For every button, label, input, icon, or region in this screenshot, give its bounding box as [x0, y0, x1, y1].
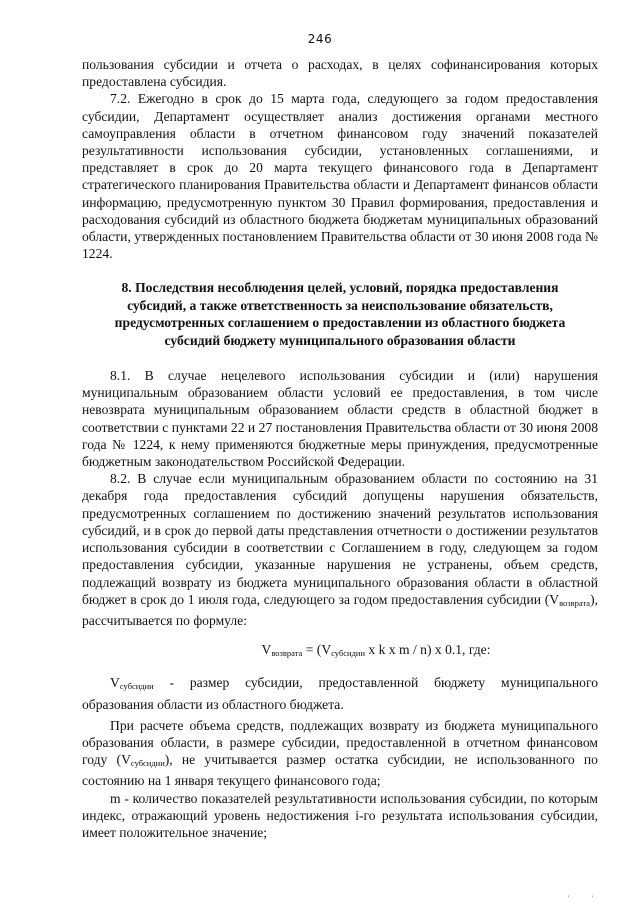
paragraph-7-2: 7.2. Ежегодно в срок до 15 марта года, следующего за годом предоставления субсидии, Департамент осуществляет анализ достижения органами местного самоуправления области в отчетном финансовом году значений показателей результативности использования субсидии, установленных соглашениями, и представляет в срок до 20 марта текущего финансового года в Департамент стратегического планирования Правительства области и Департамент финансов области информацию, предусмотренную пунктом 30 Правил формирования, предоставления и расходования субсидий из областного бюджета бюджетам муниципальных образований области, утвержденных постановлением Правительства области от 30 июня 2008 года № 1224. — [82, 91, 598, 262]
refund-formula — [82, 641, 598, 662]
paragraph-8-2-text-b: ), рассчитывается по формуле: — [82, 591, 598, 628]
calculation-note-text-a: При расчете объема средств, подлежащих возврату из бюджета муниципального образования области, в размере субсидии, предоставленной в отчетном финансовом году (V — [82, 717, 598, 768]
page-number: 246 — [307, 32, 333, 46]
definition-m: m - количество показателей результативности использования субсидии, по которым индекс, отражающий уровень недостижения i-го результата использования субсидии, имеет положительное значение; — [82, 790, 598, 840]
definition-v-symbol: V — [110, 675, 120, 691]
calculation-note-subscript: субсидии — [130, 758, 165, 769]
formula-lhs: V — [261, 642, 272, 658]
paragraph-calculation-note — [82, 717, 598, 790]
document-body — [82, 56, 598, 841]
formula-rest: x k x m / n) x 0.1, где: — [365, 642, 491, 658]
paragraph-8-2 — [82, 470, 598, 629]
paragraph-8-1: 8.1. В случае нецелевого использования субсидии и (или) нарушения муниципальным образованием области условий ее предоставления, в том числе невозврата муниципальным образованием области средств в областной бюджет в соответствии с пунктами 22 и 27 постановления Правительства области от 30 июня 2008 года № 1224, к нему применяются бюджетные меры принуждения, предусмотренные бюджетным законодательством Российской Федерации. — [82, 368, 598, 470]
section-8-heading: 8. Последствия несоблюдения целей, условий, порядка предоставления субсидий, а также ответственность за неиспользование обязательств, предусмотренных соглашением о предоставлении из областного бюджета субсидий бюджету муниципального образования области — [114, 280, 566, 348]
formula-mid: = (V — [302, 642, 332, 658]
formula-lhs-subscript: возврата — [271, 648, 303, 659]
calculation-note-text-b: ), не учитывается размер остатка субсидии, не использованного по состоянию на 1 января текущего финансового года; — [82, 752, 598, 789]
definition-v-subsidii — [82, 674, 598, 712]
scan-artifact-mark: ' ' — [568, 894, 603, 903]
definition-v-subscript: субсидии — [119, 681, 154, 692]
definition-v-text: - размер субсидии, предоставленной бюджету муниципального образования области из областного бюджета. — [82, 675, 598, 712]
paragraph-8-2-text-a: 8.2. В случае если муниципальным образованием области по состоянию на 31 декабря года предоставления субсидий допущены нарушения обязательств, предусмотренных соглашением по достижению значений результатов использования субсидий, и в срок до первой даты представления отчетности о достижении результатов использования субсидии в соответствии с Соглашением в году, следующем за годом предоставления субсидии, указанные нарушения не устранены, объем средств, подлежащий возврату из бюджета муниципального образования области в областной бюджет в срок до 1 июля года, следующего за годом предоставления субсидии (V — [82, 471, 598, 607]
paragraph-continuation: пользования субсидии и отчета о расходах, в целях софинансирования которых предоставлена субсидия. — [82, 57, 598, 90]
subscript-vozvrata: возврата — [559, 597, 591, 608]
formula-mid-subscript: субсидии — [331, 648, 366, 659]
